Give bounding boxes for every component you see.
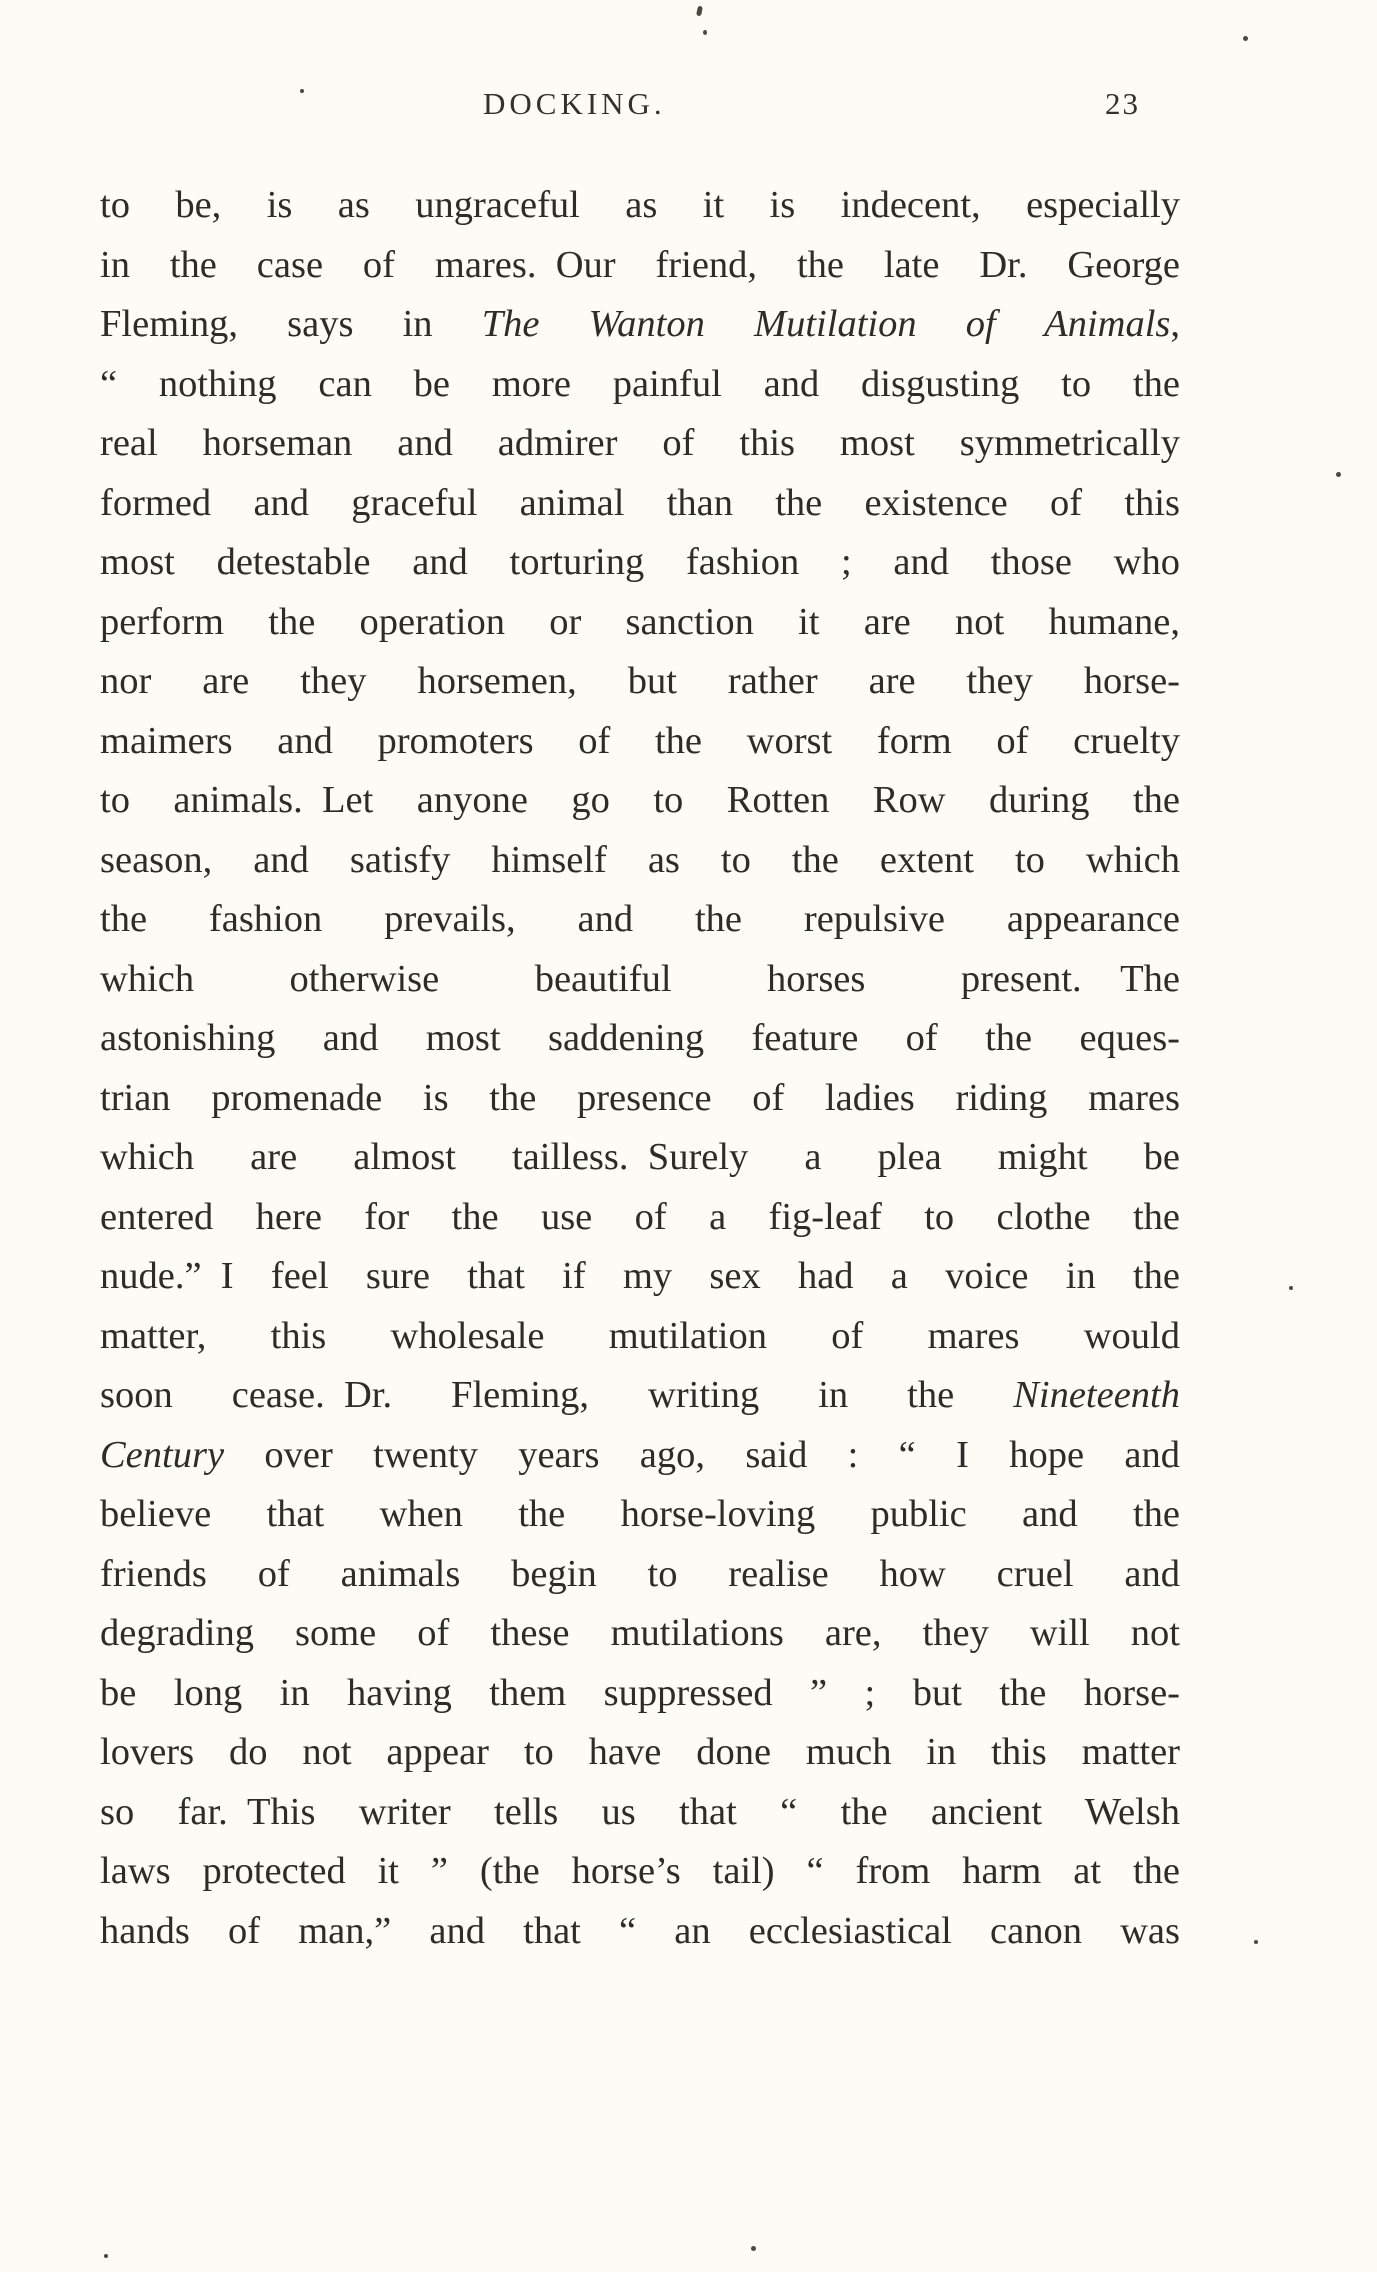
italic-text: Nineteenth (1013, 1374, 1180, 1416)
text-line (100, 1128, 1180, 1188)
text-line (100, 1842, 1180, 1902)
body-text (100, 176, 1180, 1961)
text-segment: friends of animals begin to realise how cruel and (100, 1552, 1180, 1595)
page-header (100, 86, 1180, 130)
text-line (100, 593, 1180, 653)
text-line (100, 176, 1180, 236)
running-title: DOCKING. (483, 86, 666, 121)
text-segment: most detestable and torturing fashion ; and those who (100, 541, 1180, 583)
scan-speck (1289, 1286, 1293, 1290)
italic-text: Century (100, 1433, 225, 1476)
scan-speck (1254, 1940, 1258, 1944)
text-segment: entered here for the use of a fig-leaf to clothe the (100, 1195, 1180, 1238)
text-line (100, 652, 1180, 712)
text-segment: nude.” I feel sure that if my sex had a voice in the (100, 1255, 1180, 1297)
text-segment: real horseman and admirer of this most symmetrically (100, 422, 1180, 464)
text-line (100, 771, 1180, 831)
scan-speck (300, 89, 304, 93)
text-segment: nor are they horsemen, but rather are they horse- (100, 660, 1180, 702)
text-segment: in the case of mares. Our friend, the late Dr. George (100, 243, 1180, 286)
scan-speck (696, 6, 703, 17)
text-segment: season, and satisfy himself as to the extent to which (100, 838, 1180, 881)
text-line (100, 1783, 1180, 1843)
text-segment: perform the operation or sanction it are not humane, (100, 600, 1180, 643)
text-line (100, 474, 1180, 534)
text-segment: soon cease. Dr. Fleming, writing in the (100, 1374, 1014, 1416)
text-line (100, 414, 1180, 474)
scan-speck (1336, 472, 1341, 477)
text-segment: lovers do not appear to have done much in this matter (100, 1731, 1180, 1773)
italic-text: The Wanton Mutilation of Animals (481, 303, 1171, 345)
scan-speck (751, 2246, 756, 2251)
text-line (100, 1902, 1180, 1962)
text-line (100, 950, 1180, 1010)
text-segment: hands of man,” and that “ an ecclesiastical canon was (100, 1909, 1180, 1952)
text-line (100, 831, 1180, 891)
text-line (100, 1426, 1180, 1486)
scan-speck (703, 30, 707, 35)
text-segment: , (1170, 303, 1180, 345)
text-segment: Fleming, says in (100, 303, 482, 345)
text-segment: so far. This writer tells us that “ the ancient Welsh (100, 1790, 1180, 1833)
text-segment: “ nothing can be more painful and disgusting to the (100, 362, 1180, 405)
text-line (100, 355, 1180, 415)
text-segment: degrading some of these mutilations are, they will not (100, 1612, 1180, 1654)
text-line (100, 1188, 1180, 1248)
text-segment: to be, is as ungraceful as it is indecent, especially (100, 184, 1180, 226)
scan-speck (104, 2254, 108, 2258)
text-segment: matter, this wholesale mutilation of mares would (100, 1314, 1180, 1357)
text-segment: which otherwise beautiful horses present. The (100, 957, 1180, 1000)
text-line (100, 712, 1180, 772)
text-line (100, 1069, 1180, 1129)
page-number: 23 (1105, 86, 1140, 121)
text-line (100, 1247, 1180, 1307)
text-segment: over twenty years ago, said : “ I hope and (224, 1433, 1180, 1476)
text-line (100, 1307, 1180, 1367)
text-line (100, 236, 1180, 296)
text-line (100, 533, 1180, 593)
text-line (100, 1366, 1180, 1426)
text-line (100, 1723, 1180, 1783)
text-segment: astonishing and most saddening feature of the eques- (100, 1017, 1180, 1059)
text-segment: be long in having them suppressed ” ; but the horse- (100, 1671, 1180, 1714)
text-line (100, 1545, 1180, 1605)
text-segment: trian promenade is the presence of ladies riding mares (100, 1076, 1180, 1119)
text-line (100, 890, 1180, 950)
text-line (100, 1604, 1180, 1664)
text-segment: to animals. Let anyone go to Rotten Row during the (100, 779, 1180, 821)
text-line (100, 1485, 1180, 1545)
text-segment: formed and graceful animal than the existence of this (100, 481, 1180, 524)
text-segment: laws protected it ” (the horse’s tail) “ from harm at the (100, 1850, 1180, 1892)
text-line (100, 295, 1180, 355)
text-segment: maimers and promoters of the worst form of cruelty (100, 719, 1180, 762)
text-line (100, 1664, 1180, 1724)
scan-speck (1243, 36, 1248, 41)
text-segment: believe that when the horse-loving public and the (100, 1493, 1180, 1535)
text-segment: which are almost tailless. Surely a plea might be (100, 1136, 1180, 1178)
text-segment: the fashion prevails, and the repulsive appearance (100, 898, 1180, 940)
text-line (100, 1009, 1180, 1069)
